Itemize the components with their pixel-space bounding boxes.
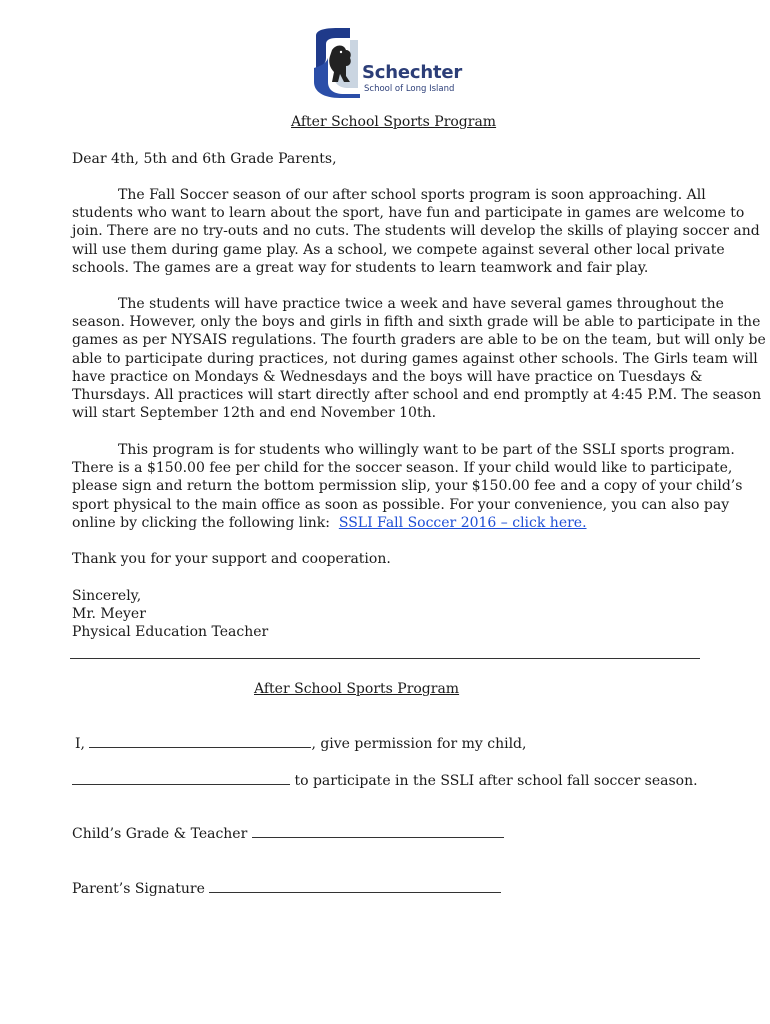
paragraph-line: will use them during game play. As a school, we compete against several other local private [72,241,725,258]
paragraph-3 [72,441,743,532]
grade-teacher-label: Child’s Grade & Teacher [72,826,252,842]
slip-line-signature [72,880,501,898]
paragraph-line: schools. The games are a great way for students to learn teamwork and fair play. [72,259,649,276]
child-name-field[interactable] [72,772,290,785]
parent-name-field[interactable] [89,735,311,748]
paragraph-line: sport physical to the main office as soon as possible. For your convenience, you can also pay [72,496,730,513]
paragraph-line: will start September 12th and end November 10th. [72,405,437,422]
tear-off-divider [70,658,700,659]
paragraph-2 [72,295,766,422]
signer-title: Physical Education Teacher [72,624,269,640]
paragraph-line: There is a $150.00 fee per child for the soccer season. If your child would like to participate, [72,460,733,477]
paragraph-line: games as per NYSAIS regulations. The fourth graders are able to be on the team, but will only be [72,332,766,349]
paragraph-line: have practice on Mondays & Wednesdays and the boys will have practice on Tuesdays & [72,368,703,385]
paragraph-line: please sign and return the bottom permission slip, your $150.00 fee and a copy of your child’s [72,478,743,495]
paragraph-1 [72,186,760,277]
slip-line2-suffix: to participate in the SSLI after school fall soccer season. [290,773,698,789]
slip-line1-prefix: I, [75,736,90,752]
paragraph-line: students who want to learn about the sport, have fun and participate in games are welcome to [72,205,745,222]
paragraph-line: able to participate during practices, not during games against other schools. The Girls team will [72,350,758,367]
paragraph-line: season. However, only the boys and girls in fifth and sixth grade will be able to participate in the [72,314,761,331]
salutation: Dear 4th, 5th and 6th Grade Parents, [72,151,337,167]
school-logo [310,28,470,100]
parent-signature-field[interactable] [209,880,501,893]
logo-wordmark: Schechter [362,62,463,83]
slip-line-child-name [72,772,698,790]
paragraph-line-with-link [72,514,697,532]
slip-title: After School Sports Program [254,681,460,697]
slip-line-parent-name [75,735,526,753]
letter-title: After School Sports Program [291,114,497,130]
paragraph-line: Thursdays. All practices will start directly after school and end promptly at 4:45 P.M. The season [72,387,762,404]
grade-teacher-field[interactable] [252,825,504,838]
lion-crest-icon [310,28,366,98]
link-prefix: online by clicking the following link: [72,514,339,531]
paragraph-line: This program is for students who willingly want to be part of the SSLI sports program. [118,442,735,458]
paragraph-line: join. There are no try-outs and no cuts. The students will develop the skills of playing soccer and [72,223,760,240]
thanks-line: Thank you for your support and cooperation. [72,551,391,567]
slip-line1-suffix: , give permission for my child, [311,736,527,752]
payment-link[interactable]: SSLI Fall Soccer 2016 – click here. [338,514,587,531]
slip-line-grade [72,825,504,843]
signature-label: Parent’s Signature [72,881,210,897]
closing: Sincerely, [72,588,142,604]
paragraph-line: The students will have practice twice a week and have several games throughout the [118,296,724,312]
logo-subtitle: School of Long Island [364,84,455,94]
paragraph-line: The Fall Soccer season of our after school sports program is soon approaching. All [118,187,706,203]
signer-name: Mr. Meyer [72,606,146,622]
